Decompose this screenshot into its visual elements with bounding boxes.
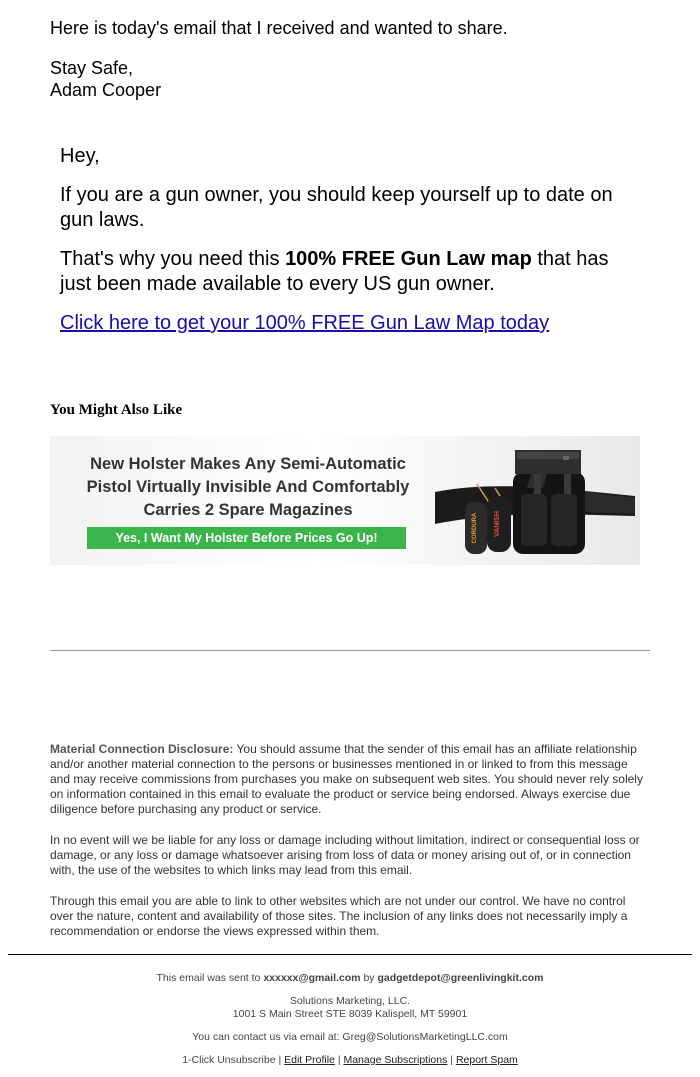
street-address: 1001 S Main Street STE 8039 Kalispell, MT 59901 — [232, 1008, 468, 1020]
footer — [0, 972, 700, 1077]
disclosure-label: Material Connection Disclosure: — [50, 742, 234, 756]
contact-line: You can contact us via email at: Greg@SolutionsMarketingLLC.com — [192, 1031, 508, 1043]
one-click-unsubscribe[interactable]: 1-Click Unsubscribe — [182, 1054, 276, 1066]
greeting: Hey, — [60, 145, 100, 167]
sent-to-line — [0, 972, 700, 985]
banner-cta-button[interactable]: Yes, I Want My Holster Before Prices Go Up! — [87, 527, 406, 549]
disclosure-paragraph-1 — [50, 742, 650, 817]
sent-prefix: This email was sent to — [156, 972, 264, 984]
body-paragraph-2 — [60, 247, 640, 297]
banner-headline — [68, 453, 428, 522]
liability-paragraph: In no event will we be liable for any loss or damage including without limitation, indirect or consequential loss or damage, or any loss or damage whatsoever arising from loss of data or money arising out of, or in connection with, the use of the websites to which links may lead from this email. — [50, 833, 640, 877]
manage-subscriptions-link[interactable]: Manage Subscriptions — [343, 1054, 448, 1066]
email-body — [60, 144, 640, 350]
intro-block — [50, 17, 650, 101]
holster-image — [435, 444, 635, 559]
company-address — [0, 995, 700, 1021]
recipient-email: xxxxxx@gmail.com — [263, 972, 361, 984]
divider-line — [50, 650, 650, 651]
disclosure-block — [50, 742, 650, 955]
para2-pre: That's why you need this — [60, 248, 286, 270]
you-might-also-like-heading: You Might Also Like — [50, 402, 183, 418]
vanish-tag-text: VANISH — [494, 511, 501, 537]
sender-email: gadgetdepot@greenlivingkit.com — [377, 972, 544, 984]
footer-divider — [8, 954, 692, 955]
edit-profile-link[interactable]: Edit Profile — [284, 1054, 335, 1066]
intro-line: Here is today's email that I received and wanted to share. — [50, 18, 508, 38]
gun-law-map-link[interactable]: Click here to get your 100% FREE Gun Law Map today — [60, 312, 550, 334]
body-paragraph-1: If you are a gun owner, you should keep yourself up to date on gun laws. — [60, 184, 613, 231]
para2-post: that has just been made available to every US gun owner. — [60, 248, 609, 295]
report-spam-link[interactable]: Report Spam — [455, 1054, 518, 1066]
sent-by: by — [360, 972, 378, 984]
footer-links: 1-Click Unsubscribe | Edit Profile | Manage Subscriptions | Report Spam — [182, 1054, 518, 1066]
signoff: Stay Safe, — [50, 58, 134, 78]
disclosure-text: You should assume that the sender of this email has an affiliate relationship and/or another material connection to the persons or businesses mentioned in or linked to from this message and may receive commissions from purchases you make on subsequent web sites. You should never rely solely on information contained in this email to evaluate the product or service being endorsed. Always exercise due diligence before purchasing any product or service. — [50, 742, 643, 816]
cordura-tag-text: CORDURA — [472, 512, 478, 544]
external-links-paragraph: Through this email you are able to link to other websites which are not under our control. We have no control over the nature, content and availability of those sites. The inclusion of any links does not necessarily imply a recommendation or endorse the views expressed within them. — [50, 894, 628, 938]
banner-line-3: Carries 2 Spare Magazines — [143, 501, 353, 519]
company-name: Solutions Marketing, LLC. — [289, 995, 411, 1007]
para2-bold: 100% FREE Gun Law map — [285, 248, 532, 270]
banner-line-1: New Holster Makes Any Semi-Automatic — [90, 455, 406, 473]
holster-ad-banner[interactable] — [50, 436, 640, 565]
sender-name: Adam Cooper — [50, 80, 162, 100]
banner-line-2: Pistol Virtually Invisible And Comfortably — [86, 478, 410, 496]
